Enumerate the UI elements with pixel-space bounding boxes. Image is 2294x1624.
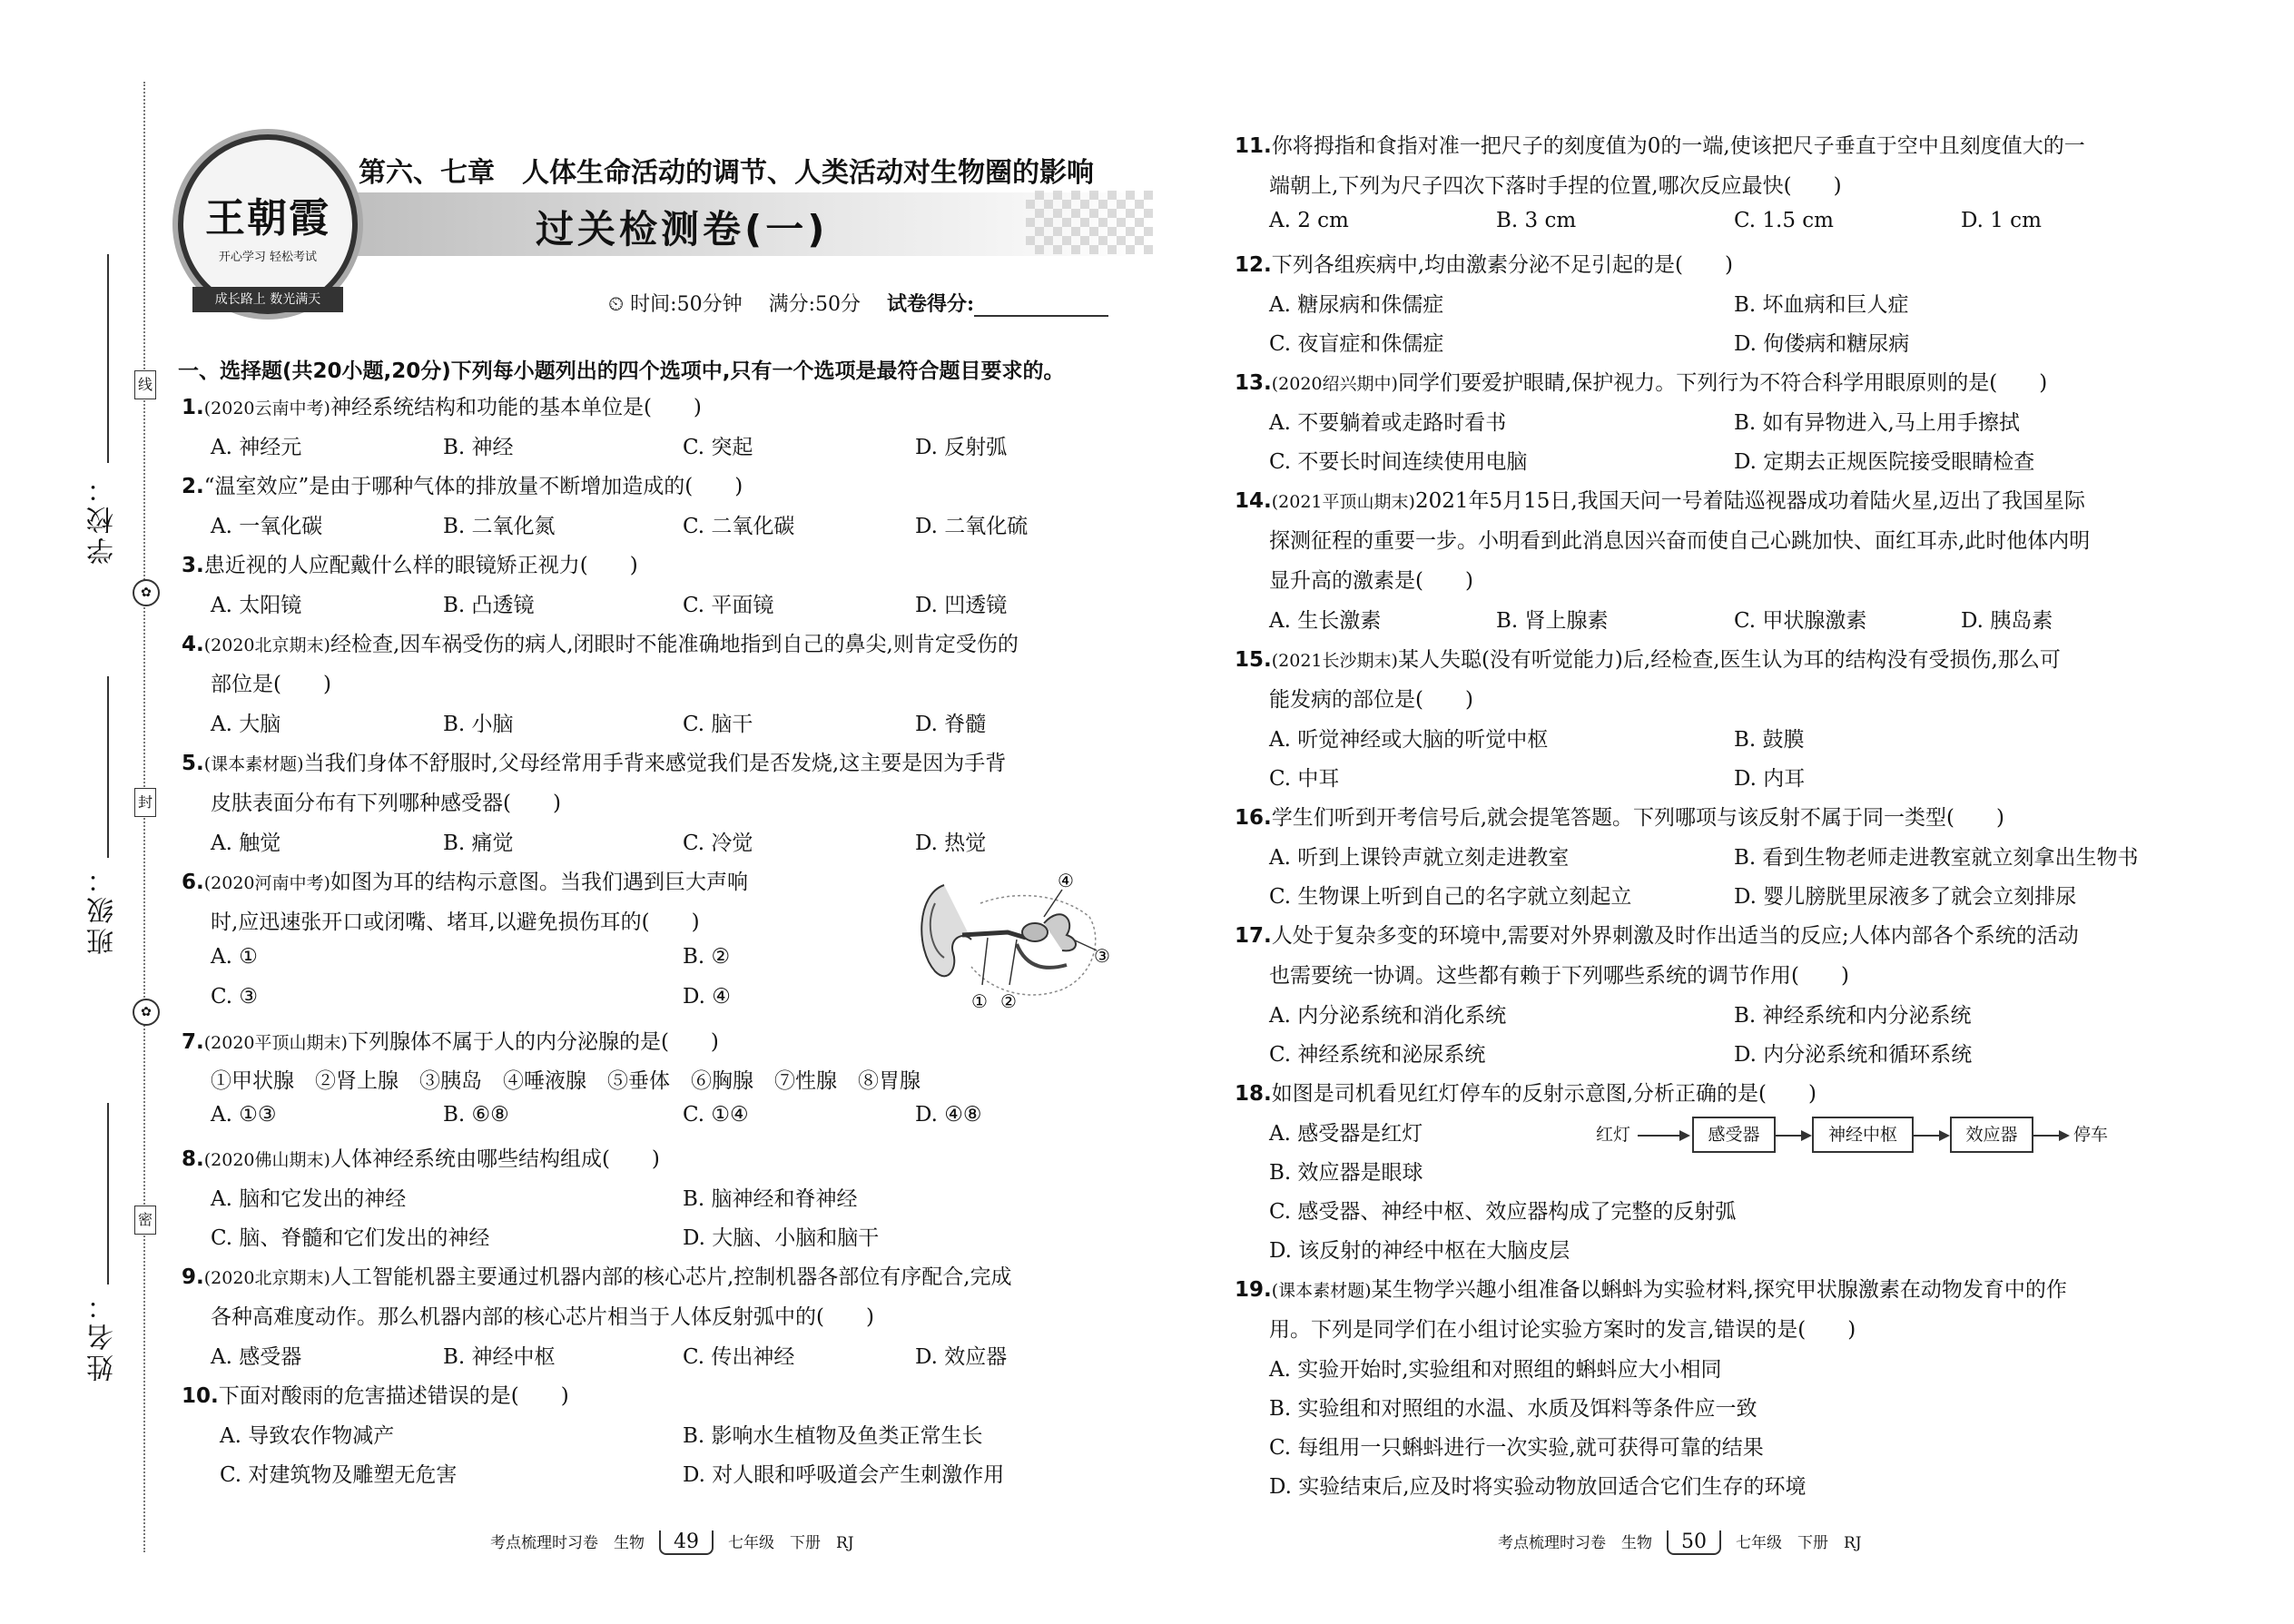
flow-arrow	[1774, 1135, 1810, 1137]
logo-sub: 开心学习 轻松考试	[218, 251, 318, 264]
q3-option-b[interactable]: B. 凸透镜	[443, 594, 535, 617]
q15-option-a[interactable]: A. 听觉神经或大脑的听觉中枢	[1269, 728, 1549, 752]
q3-option-c[interactable]: C. 平面镜	[683, 594, 774, 617]
question-19-cont: 用。下列是同学们在小组讨论实验方案时的发言,错误的是( )	[1269, 1318, 1856, 1342]
fig-label-1: ①	[971, 990, 988, 1012]
gear-icon: ✿	[133, 999, 160, 1026]
q9-option-a[interactable]: A. 感受器	[211, 1345, 302, 1369]
q18-option-d[interactable]: D. 该反射的神经中枢在大脑皮层	[1269, 1239, 1570, 1263]
page-number: 50	[1667, 1530, 1721, 1555]
q11-option-c[interactable]: C. 1.5 cm	[1734, 209, 1834, 232]
q6-option-c[interactable]: C. ③	[211, 985, 259, 1009]
q8-option-a[interactable]: A. 脑和它发出的神经	[211, 1187, 407, 1211]
q13-option-a[interactable]: A. 不要躺着或走路时看书	[1269, 411, 1507, 435]
class-label: 班级：	[87, 862, 119, 955]
q3-option-a[interactable]: A. 太阳镜	[211, 594, 302, 617]
q18-option-c[interactable]: C. 感受器、神经中枢、效应器构成了完整的反射弧	[1269, 1200, 1737, 1224]
flow-center: 神经中枢	[1812, 1117, 1914, 1153]
q12-option-b[interactable]: B. 坏血病和巨人症	[1734, 293, 1909, 317]
q4-option-d[interactable]: D. 脊髓	[915, 713, 987, 736]
question-14: 14.(2021平顶山期末)2021年5月15日,我国天问一号着陆巡视器成功着陆火星,迈出了我国星际	[1235, 489, 2085, 513]
flow-receptor: 感受器	[1692, 1117, 1776, 1153]
q2-option-b[interactable]: B. 二氧化氮	[443, 515, 556, 538]
q19-option-c[interactable]: C. 每组用一只蝌蚪进行一次实验,就可获得可靠的结果	[1269, 1436, 1764, 1460]
question-7-list: ①甲状腺 ②肾上腺 ③胰岛 ④唾液腺 ⑤垂体 ⑥胸腺 ⑦性腺 ⑧胃腺	[211, 1069, 921, 1093]
q17-option-c[interactable]: C. 神经系统和泌尿系统	[1269, 1043, 1486, 1067]
question-5-cont: 皮肤表面分布有下列哪种感受器( )	[211, 792, 561, 815]
q16-option-c[interactable]: C. 生物课上听到自己的名字就立刻起立	[1269, 885, 1632, 909]
q1-option-d[interactable]: D. 反射弧	[915, 436, 1008, 459]
school-label: 学校：	[87, 472, 119, 565]
q19-option-b[interactable]: B. 实验组和对照组的水温、水质及饵料等条件应一致	[1269, 1397, 1757, 1421]
q9-option-d[interactable]: D. 效应器	[915, 1345, 1008, 1369]
footer-left: 考点梳理时习卷 生物 49 七年级 下册 RJ	[490, 1530, 854, 1553]
section-heading: 一、选择题(共20小题,20分)下列每小题列出的四个选项中,只有一个选项是最符合题目要求的。	[178, 359, 1065, 383]
q4-option-a[interactable]: A. 大脑	[211, 713, 281, 736]
q10-option-d[interactable]: D. 对人眼和呼吸道会产生刺激作用	[683, 1463, 1005, 1487]
q11-option-a[interactable]: A. 2 cm	[1269, 209, 1349, 232]
q17-option-d[interactable]: D. 内分泌系统和循环系统	[1734, 1043, 1973, 1067]
q10-option-b[interactable]: B. 影响水生植物及鱼类正常生长	[683, 1424, 983, 1448]
page-number: 49	[659, 1530, 714, 1555]
q16-option-d[interactable]: D. 婴儿膀胱里尿液多了就会立刻排尿	[1734, 885, 2077, 909]
q13-option-c[interactable]: C. 不要长时间连续使用电脑	[1269, 450, 1528, 474]
question-1: 1.(2020云南中考)神经系统结构和功能的基本单位是( )	[182, 396, 702, 419]
q19-option-a[interactable]: A. 实验开始时,实验组和对照组的蝌蚪应大小相同	[1269, 1358, 1722, 1382]
q6-option-b[interactable]: B. ②	[683, 945, 731, 969]
q12-option-c[interactable]: C. 夜盲症和侏儒症	[1269, 332, 1444, 356]
question-5: 5.(课本素材题)当我们身体不舒服时,父母经常用手背来感觉我们是否发烧,这主要是因为手背	[182, 752, 1007, 775]
question-12: 12.下列各组疾病中,均由激素分泌不足引起的是( )	[1235, 253, 1734, 277]
fig-label-2: ②	[1000, 990, 1017, 1012]
q6-option-d[interactable]: D. ④	[683, 985, 731, 1009]
question-7: 7.(2020平顶山期末)下列腺体不属于人的内分泌腺的是( )	[182, 1030, 719, 1054]
q8-option-d[interactable]: D. 大脑、小脑和脑干	[683, 1226, 880, 1250]
q15-option-d[interactable]: D. 内耳	[1734, 767, 1806, 791]
logo-name: 王朝霞	[205, 195, 330, 241]
question-14-cont: 探测征程的重要一步。小明看到此消息因兴奋而使自己心跳加快、面红耳赤,此时他体内明	[1269, 529, 2091, 553]
q2-option-a[interactable]: A. 一氧化碳	[211, 515, 323, 538]
question-10: 10.下面对酸雨的危害描述错误的是( )	[182, 1384, 569, 1408]
question-17-cont: 也需要统一协调。这些都有赖于下列哪些系统的调节作用( )	[1269, 964, 1849, 988]
q5-option-d[interactable]: D. 热觉	[915, 832, 987, 855]
seal-feng: 封	[134, 788, 156, 817]
fig-label-4: ④	[1058, 870, 1074, 891]
q5-option-c[interactable]: C. 冷觉	[683, 832, 753, 855]
q7-option-a[interactable]: A. ①③	[211, 1103, 277, 1127]
test-meta	[608, 289, 1108, 317]
chapter-title: 第六、七章 人体生命活动的调节、人类活动对生物圈的影响	[359, 157, 1094, 189]
q17-option-a[interactable]: A. 内分泌系统和消化系统	[1269, 1004, 1507, 1028]
q18-option-b[interactable]: B. 效应器是眼球	[1269, 1161, 1423, 1185]
question-6: 6.(2020河南中考)如图为耳的结构示意图。当我们遇到巨大声响	[182, 871, 748, 894]
question-8: 8.(2020佛山期末)人体神经系统由哪些结构组成( )	[182, 1147, 660, 1171]
q8-option-c[interactable]: C. 脑、脊髓和它们发出的神经	[211, 1226, 490, 1250]
footer-right: 考点梳理时习卷 生物 50 七年级 下册 RJ	[1498, 1530, 1862, 1553]
flow-arrow	[2032, 1135, 2068, 1137]
question-6-cont: 时,应迅速张开口或闭嘴、堵耳,以避免损伤耳的( )	[211, 910, 700, 934]
q12-option-d[interactable]: D. 佝偻病和糖尿病	[1734, 332, 1910, 356]
class-field[interactable]	[107, 676, 109, 858]
flow-arrow	[1912, 1135, 1948, 1137]
q7-option-c[interactable]: C. ①④	[683, 1103, 749, 1127]
q17-option-b[interactable]: B. 神经系统和内分泌系统	[1734, 1004, 1972, 1028]
clock-icon: ⏲	[608, 293, 625, 316]
question-11-cont: 端朝上,下列为尺子四次下落时手捏的位置,哪次反应最快( )	[1269, 174, 1842, 198]
question-9-cont: 各种高难度动作。那么机器内部的核心芯片相当于人体反射弧中的( )	[211, 1305, 874, 1329]
q14-option-b[interactable]: B. 肾上腺素	[1496, 609, 1609, 633]
q1-option-a[interactable]: A. 神经元	[211, 436, 302, 459]
question-15: 15.(2021长沙期末)某人失聪(没有听觉能力)后,经检查,医生认为耳的结构没有受损伤,那么可	[1235, 648, 2061, 672]
question-14-cont2: 显升高的激素是( )	[1269, 569, 1473, 593]
q10-option-a[interactable]: A. 导致农作物减产	[220, 1424, 395, 1448]
q9-option-b[interactable]: B. 神经中枢	[443, 1345, 556, 1369]
school-field[interactable]	[107, 254, 109, 463]
q18-option-a[interactable]: A. 感受器是红灯	[1269, 1122, 1423, 1146]
q16-option-a[interactable]: A. 听到上课铃声就立刻走进教室	[1269, 846, 1570, 870]
q7-option-d[interactable]: D. ④⑧	[915, 1103, 982, 1127]
q15-option-b[interactable]: B. 鼓膜	[1734, 728, 1805, 752]
test-title: 过关检测卷(一)	[536, 207, 829, 251]
q2-option-d[interactable]: D. 二氧化硫	[915, 515, 1029, 538]
q4-option-c[interactable]: C. 脑干	[683, 713, 753, 736]
q11-option-d[interactable]: D. 1 cm	[1961, 209, 2042, 232]
q4-option-b[interactable]: B. 小脑	[443, 713, 514, 736]
q13-option-d[interactable]: D. 定期去正规医院接受眼睛检查	[1734, 450, 2035, 474]
name-label: 姓名：	[87, 1289, 119, 1382]
seal-xian: 线	[134, 370, 156, 399]
question-18: 18.如图是司机看见红灯停车的反射示意图,分析正确的是( )	[1235, 1082, 1817, 1106]
question-4: 4.(2020北京期末)经检查,因车祸受伤的病人,闭眼时不能准确地指到自己的鼻尖,则肯定受伤的	[182, 633, 1019, 656]
name-field[interactable]	[107, 1103, 109, 1284]
q13-option-b[interactable]: B. 如有异物进入,马上用手擦拭	[1734, 411, 2020, 435]
q5-option-b[interactable]: B. 痛觉	[443, 832, 514, 855]
q10-option-c[interactable]: C. 对建筑物及雕塑无危害	[220, 1463, 458, 1487]
q1-option-b[interactable]: B. 神经	[443, 436, 514, 459]
q3-option-d[interactable]: D. 凹透镜	[915, 594, 1008, 617]
score-label: 试卷得分:	[887, 292, 975, 316]
logo-ribbon: 成长路上 数光满天	[192, 287, 343, 312]
fig-label-3: ③	[1094, 945, 1110, 967]
question-16: 16.学生们听到开考信号后,就会提笔答题。下列哪项与该反射不属于同一类型( )	[1235, 806, 2005, 830]
question-17: 17.人处于复杂多变的环境中,需要对外界刺激及时作出适当的反应;人体内部各个系统的活动	[1235, 924, 2079, 948]
flow-arrow	[1638, 1135, 1689, 1137]
question-2: 2.“温室效应”是由于哪种气体的排放量不断增加造成的( )	[182, 475, 743, 498]
question-4-cont: 部位是( )	[211, 673, 331, 696]
q5-option-a[interactable]: A. 触觉	[211, 832, 281, 855]
ear-diagram	[908, 867, 1117, 1017]
q19-option-d[interactable]: D. 实验结束后,应及时将实验动物放回适合它们生存的环境	[1269, 1475, 1807, 1499]
question-9: 9.(2020北京期末)人工智能机器主要通过机器内部的核心芯片,控制机器各部位有序配合,完成	[182, 1265, 1012, 1289]
flow-effector: 效应器	[1950, 1117, 2033, 1153]
q14-option-d[interactable]: D. 胰岛素	[1961, 609, 2053, 633]
question-11: 11.你将拇指和食指对准一把尺子的刻度值为0的一端,使该把尺子垂直于空中且刻度值大的一	[1235, 134, 2085, 158]
time-limit: 时间:50分钟	[630, 293, 743, 316]
q11-option-b[interactable]: B. 3 cm	[1496, 209, 1577, 232]
flow-stop: 停车	[2073, 1125, 2109, 1145]
brand-logo	[178, 134, 358, 314]
seal-mi: 密	[134, 1206, 156, 1235]
q16-option-b[interactable]: B. 看到生物老师走进教室就立刻拿出生物书	[1734, 846, 2139, 870]
checker-pattern	[1026, 191, 1153, 254]
q2-option-c[interactable]: C. 二氧化碳	[683, 515, 795, 538]
question-19: 19.(课本素材题)某生物学兴趣小组准备以蝌蚪为实验材料,探究甲状腺激素在动物发育中的作	[1235, 1278, 2067, 1302]
q8-option-b[interactable]: B. 脑神经和脊神经	[683, 1187, 858, 1211]
q6-option-a[interactable]: A. ①	[211, 945, 258, 969]
q14-option-c[interactable]: C. 甲状腺激素	[1734, 609, 1867, 633]
full-score: 满分:50分	[768, 293, 861, 316]
q7-option-b[interactable]: B. ⑥⑧	[443, 1103, 509, 1127]
question-3: 3.患近视的人应配戴什么样的眼镜矫正视力( )	[182, 554, 638, 577]
score-field[interactable]	[974, 315, 1108, 317]
q14-option-a[interactable]: A. 生长激素	[1269, 609, 1382, 633]
question-13: 13.(2020绍兴期中)同学们要爱护眼睛,保护视力。下列行为不符合科学用眼原则的是( )	[1235, 371, 2048, 395]
q12-option-a[interactable]: A. 糖尿病和侏儒症	[1269, 293, 1444, 317]
q9-option-c[interactable]: C. 传出神经	[683, 1345, 795, 1369]
binding-line	[143, 82, 145, 1552]
question-15-cont: 能发病的部位是( )	[1269, 688, 1473, 712]
q1-option-c[interactable]: C. 突起	[683, 436, 753, 459]
gear-icon: ✿	[133, 579, 160, 606]
q15-option-c[interactable]: C. 中耳	[1269, 767, 1340, 791]
flow-red-light: 红灯	[1596, 1125, 1631, 1145]
